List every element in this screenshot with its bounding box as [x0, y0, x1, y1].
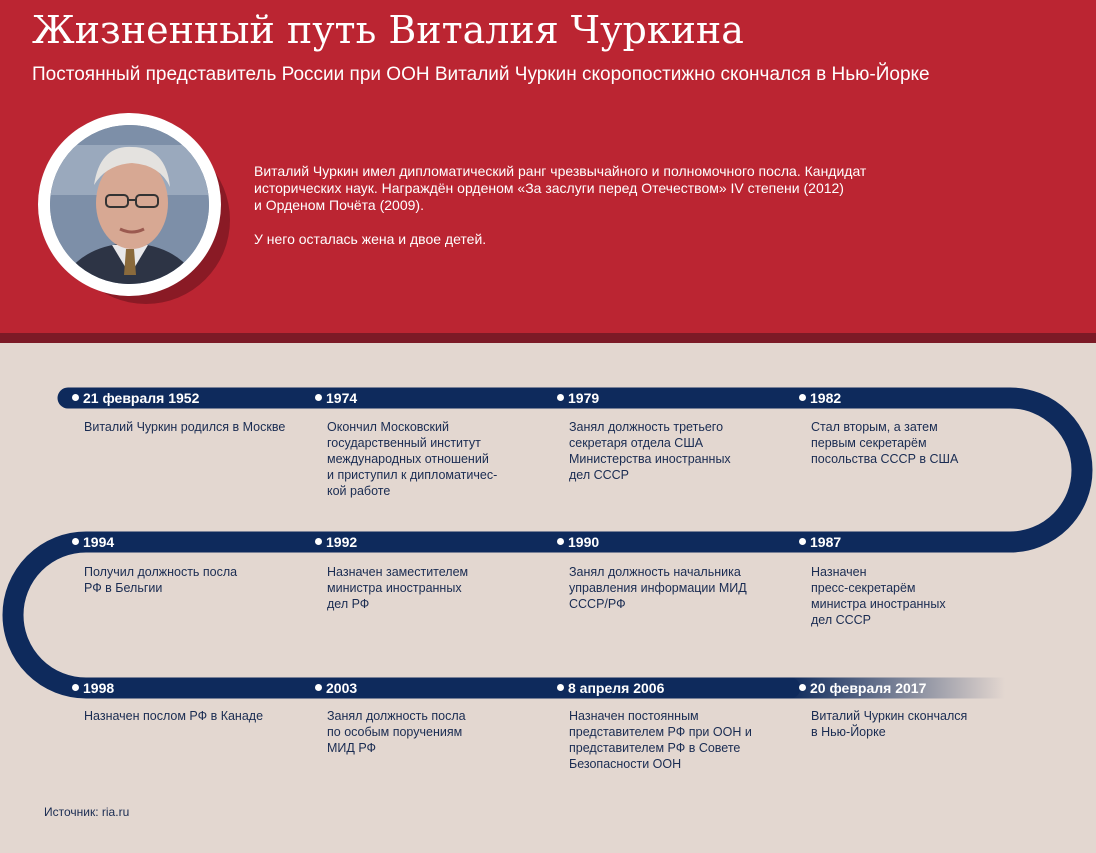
bullet-icon	[799, 538, 806, 545]
bio-paragraph: У него осталась жена и двое детей.	[254, 231, 487, 247]
page-subtitle: Постоянный представитель России при ООН Виталий Чуркин скоропостижно скончался в Нью-Йорке	[32, 64, 930, 85]
timeline-event-text: Стал вторым, а затем первым секретарём посольства СССР в США	[811, 420, 959, 466]
bullet-icon	[72, 538, 79, 545]
timeline-date: 1979	[557, 390, 599, 406]
timeline-date: 1974	[315, 390, 357, 406]
bullet-icon	[72, 684, 79, 691]
bullet-icon	[72, 394, 79, 401]
timeline-event-text: Занял должность посла по особым поручениям МИД РФ	[327, 709, 466, 755]
timeline-event-text: Занял должность начальника управления информации МИД СССР/РФ	[569, 565, 747, 611]
timeline-date: 1992	[315, 534, 357, 550]
timeline-event-text: Назначен постоянным представителем РФ при ООН и представителем РФ в Совете Безопасности ООН	[569, 709, 752, 771]
timeline-event-text: Получил должность посла РФ в Бельгии	[84, 565, 238, 595]
bullet-icon	[557, 394, 564, 401]
bullet-icon	[799, 684, 806, 691]
bullet-icon	[315, 538, 322, 545]
timeline-date: 1987	[799, 534, 841, 550]
timeline-date: 20 февраля 2017	[799, 680, 926, 696]
timeline-event-text: Окончил Московский государственный институт международных отношений и приступил к дипломатичес- кой работе	[327, 420, 498, 498]
bullet-icon	[315, 394, 322, 401]
bullet-icon	[799, 394, 806, 401]
timeline-event-text: Виталий Чуркин скончался в Нью-Йорке	[811, 709, 968, 739]
timeline-date: 1990	[557, 534, 599, 550]
bullet-icon	[315, 684, 322, 691]
timeline-date: 1998	[72, 680, 114, 696]
timeline-event-text: Назначен послом РФ в Канаде	[84, 709, 264, 723]
timeline-event-text: Назначен пресс-секретарём министра иностранных дел СССР	[811, 565, 946, 627]
timeline-date: 21 февраля 1952	[72, 390, 199, 406]
bullet-icon	[557, 684, 564, 691]
source-credit: Источник: ria.ru	[44, 805, 130, 819]
timeline-date: 1982	[799, 390, 841, 406]
timeline-event-text: Виталий Чуркин родился в Москве	[84, 420, 286, 434]
timeline-event-text: Назначен заместителем министра иностранных дел РФ	[327, 565, 469, 611]
timeline-event-text: Занял должность третьего секретаря отдела США Министерства иностранных дел СССР	[569, 420, 731, 482]
page-title: Жизненный путь Виталия Чуркина	[32, 8, 744, 52]
bullet-icon	[557, 538, 564, 545]
timeline-date: 8 апреля 2006	[557, 680, 664, 696]
bio-paragraph: Виталий Чуркин имел дипломатический ранг чрезвычайного и полномочного посла. Кандидат исторических наук. Награждён орденом «За заслуги перед Отечеством» IV степени (2012) и Орденом Почёта (2009).	[254, 163, 867, 213]
timeline-date: 1994	[72, 534, 114, 550]
timeline-date: 2003	[315, 680, 357, 696]
